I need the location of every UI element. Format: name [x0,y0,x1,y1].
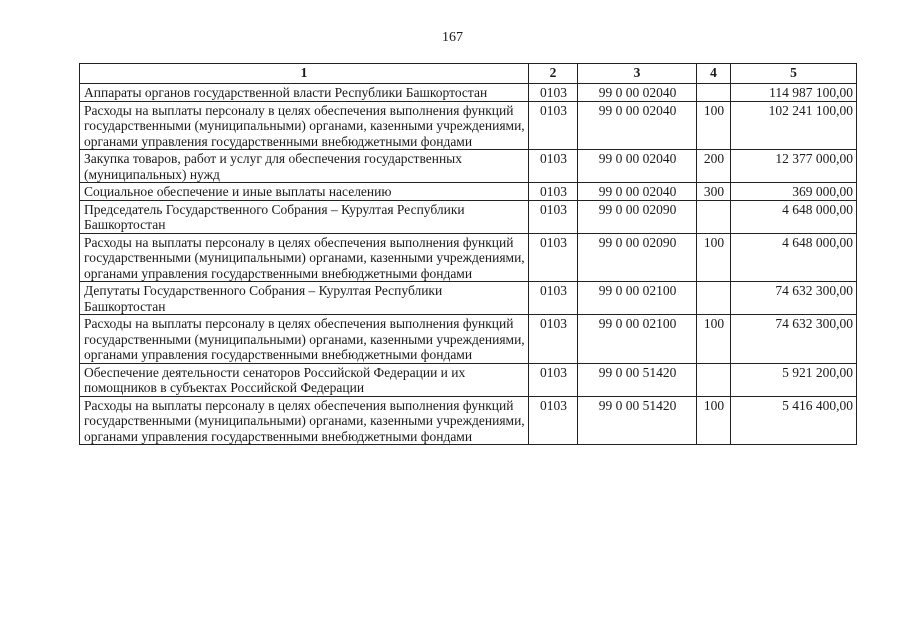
header-col-4: 4 [697,64,731,84]
row-name: Закупка товаров, работ и услуг для обеспечения государственных (муниципальных) нужд [80,150,529,183]
row-section-code: 0103 [529,150,578,183]
row-amount: 12 377 000,00 [731,150,857,183]
row-target-code: 99 0 00 02040 [578,150,697,183]
row-expense-type [697,282,731,315]
row-expense-type: 100 [697,233,731,282]
row-target-code: 99 0 00 02040 [578,101,697,150]
row-target-code: 99 0 00 02040 [578,84,697,102]
row-expense-type: 100 [697,396,731,445]
row-section-code: 0103 [529,233,578,282]
row-target-code: 99 0 00 02090 [578,200,697,233]
row-name: Социальное обеспечение и иные выплаты населению [80,183,529,201]
row-name: Аппараты органов государственной власти Республики Башкортостан [80,84,529,102]
table-row [80,282,857,315]
row-section-code: 0103 [529,363,578,396]
row-expense-type: 200 [697,150,731,183]
row-section-code: 0103 [529,315,578,364]
page-number: 167 [442,30,463,45]
row-name: Расходы на выплаты персоналу в целях обеспечения выполнения функций государственными (муниципальными) органами, казенными учреждениями, органами управления государственными внебюджетными фондами [80,315,529,364]
table-row [80,84,857,102]
row-amount: 4 648 000,00 [731,200,857,233]
row-target-code: 99 0 00 51420 [578,396,697,445]
table-row [80,396,857,445]
table-header-row [80,64,857,84]
table-row [80,183,857,201]
row-expense-type [697,84,731,102]
row-expense-type: 300 [697,183,731,201]
row-amount: 74 632 300,00 [731,282,857,315]
row-target-code: 99 0 00 02090 [578,233,697,282]
row-expense-type: 100 [697,315,731,364]
row-name: Расходы на выплаты персоналу в целях обеспечения выполнения функций государственными (муниципальными) органами, казенными учреждениями, органами управления государственными внебюджетными фондами [80,233,529,282]
row-name: Председатель Государственного Собрания – Курултая Республики Башкортостан [80,200,529,233]
row-target-code: 99 0 00 02100 [578,315,697,364]
row-section-code: 0103 [529,84,578,102]
row-amount: 5 921 200,00 [731,363,857,396]
header-col-1: 1 [80,64,529,84]
row-expense-type: 100 [697,101,731,150]
row-target-code: 99 0 00 51420 [578,363,697,396]
row-section-code: 0103 [529,101,578,150]
row-amount: 114 987 100,00 [731,84,857,102]
row-expense-type [697,200,731,233]
row-name: Расходы на выплаты персоналу в целях обеспечения выполнения функций государственными (муниципальными) органами, казенными учреждениями, органами управления государственными внебюджетными фондами [80,101,529,150]
row-section-code: 0103 [529,183,578,201]
row-amount: 4 648 000,00 [731,233,857,282]
row-amount: 5 416 400,00 [731,396,857,445]
row-expense-type [697,363,731,396]
table-row [80,315,857,364]
table-row [80,233,857,282]
budget-table [79,63,857,445]
header-col-3: 3 [578,64,697,84]
header-col-5: 5 [731,64,857,84]
table-row [80,200,857,233]
row-section-code: 0103 [529,200,578,233]
row-amount: 74 632 300,00 [731,315,857,364]
table-row [80,150,857,183]
header-col-2: 2 [529,64,578,84]
row-section-code: 0103 [529,396,578,445]
row-name: Обеспечение деятельности сенаторов Российской Федерации и их помощников в субъектах Российской Федерации [80,363,529,396]
row-target-code: 99 0 00 02100 [578,282,697,315]
row-amount: 102 241 100,00 [731,101,857,150]
row-target-code: 99 0 00 02040 [578,183,697,201]
row-section-code: 0103 [529,282,578,315]
table-row [80,101,857,150]
row-amount: 369 000,00 [731,183,857,201]
row-name: Расходы на выплаты персоналу в целях обеспечения выполнения функций государственными (муниципальными) органами, казенными учреждениями, органами управления государственными внебюджетными фондами [80,396,529,445]
table-row [80,363,857,396]
row-name: Депутаты Государственного Собрания – Курултая Республики Башкортостан [80,282,529,315]
